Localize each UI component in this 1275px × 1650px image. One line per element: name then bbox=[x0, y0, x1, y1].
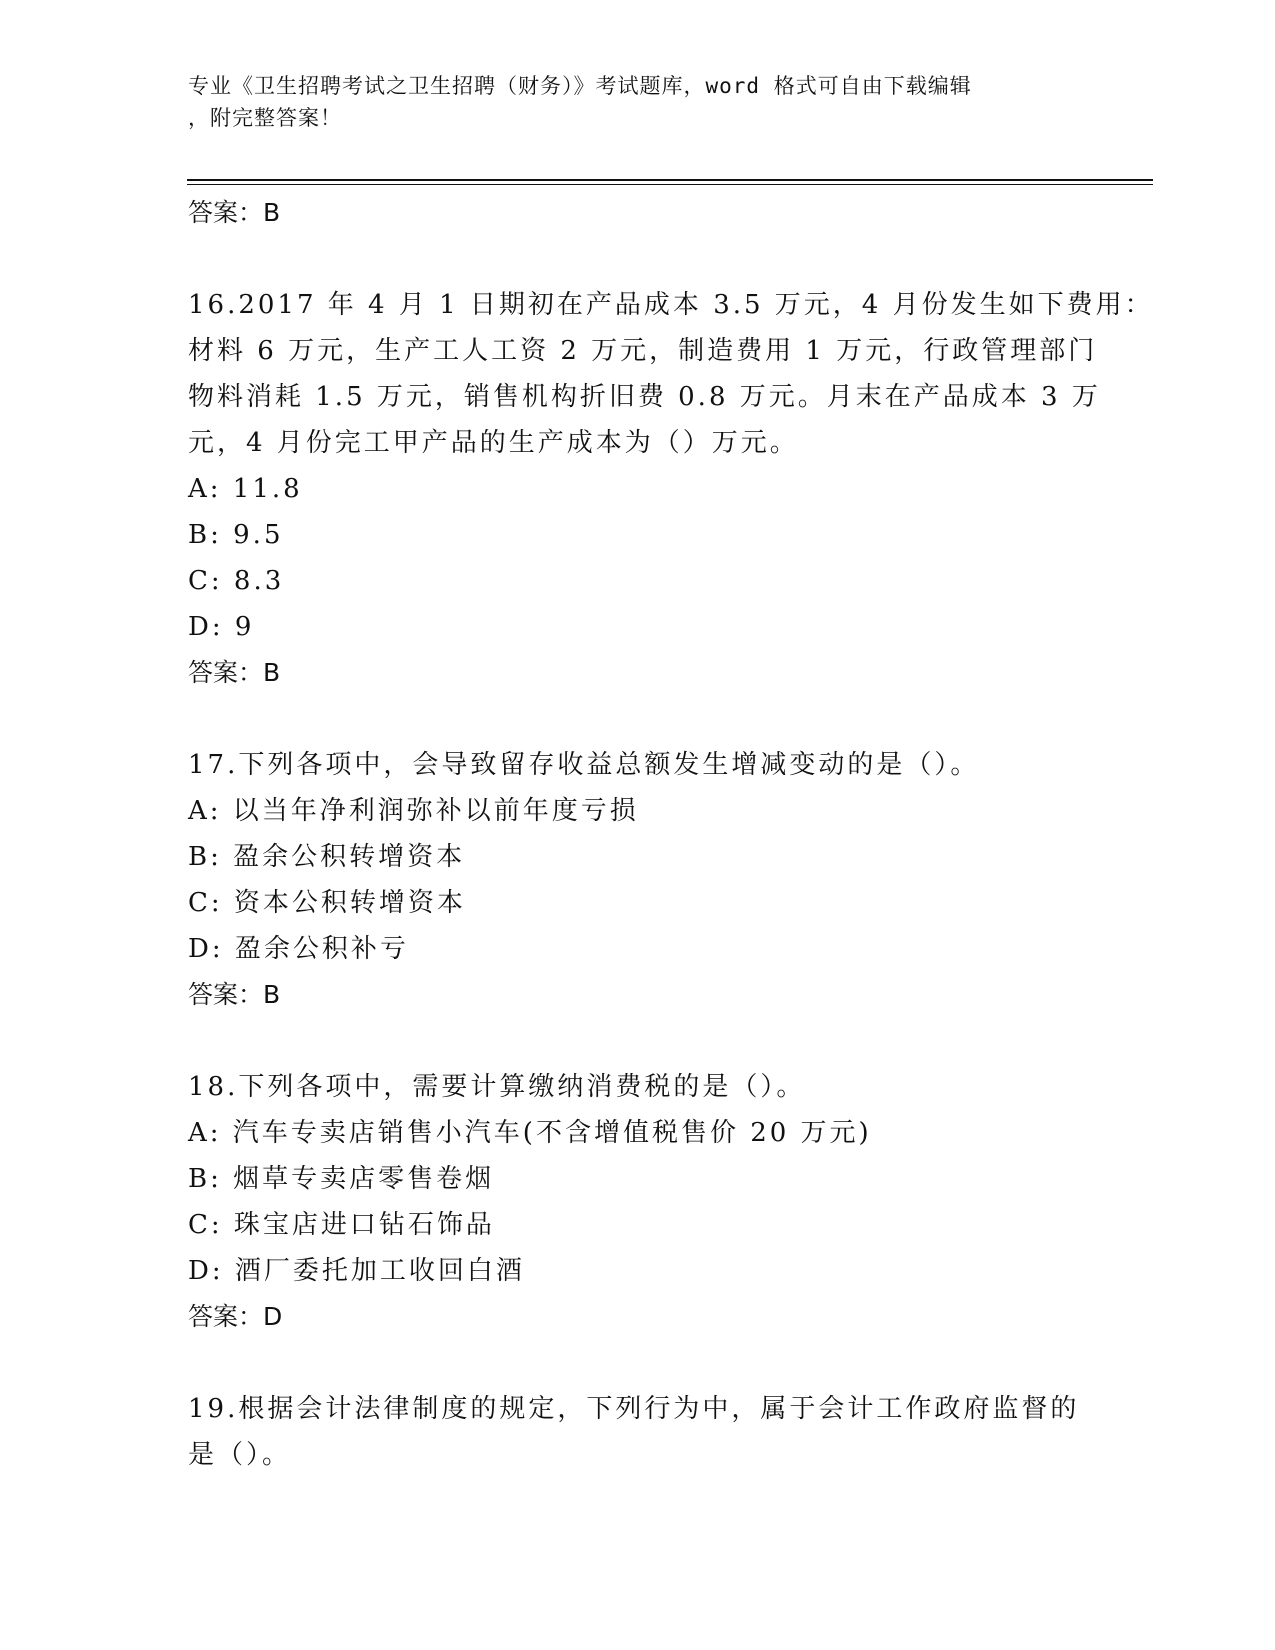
header-line-1: 专业《卫生招聘考试之卫生招聘（财务）》考试题库，word 格式可自由下载编辑 bbox=[188, 74, 972, 98]
answer-line: 答案：D bbox=[188, 1302, 283, 1331]
answer-line: 答案：B bbox=[188, 658, 281, 687]
spacer bbox=[188, 1340, 1088, 1386]
header-line-2: ，附完整答案！ bbox=[188, 106, 342, 130]
option-b: B: 烟草专卖店零售卷烟 bbox=[188, 1164, 495, 1194]
option-b: B: 盈余公积转增资本 bbox=[188, 842, 466, 872]
option-d: D: 盈余公积补亏 bbox=[188, 934, 409, 964]
question-text-line: 是（）。 bbox=[188, 1440, 292, 1470]
option-d: D: 酒厂委托加工收回白酒 bbox=[188, 1256, 525, 1286]
question-text-line: 物料消耗 1.5 万元，销售机构折旧费 0.8 万元。月末在产品成本 3 万 bbox=[188, 382, 1101, 412]
answer-line: 答案：B bbox=[188, 980, 281, 1009]
spacer bbox=[188, 696, 1088, 742]
question-17 bbox=[188, 742, 1088, 1018]
question-18 bbox=[188, 1064, 1088, 1340]
option-c: C: 资本公积转增资本 bbox=[188, 888, 466, 918]
question-text-line: 16.2017 年 4 月 1 日期初在产品成本 3.5 万元，4 月份发生如下费用： bbox=[188, 290, 1154, 320]
question-text-line: 19.根据会计法律制度的规定，下列行为中，属于会计工作政府监督的 bbox=[188, 1394, 1080, 1424]
question-text-line: 材料 6 万元，生产工人工资 2 万元，制造费用 1 万元，行政管理部门 bbox=[188, 336, 1098, 366]
question-19 bbox=[188, 1386, 1088, 1478]
spacer bbox=[188, 1018, 1088, 1064]
answer-line: 答案：B bbox=[188, 198, 281, 227]
option-c: C: 8.3 bbox=[188, 566, 285, 596]
option-c: C: 珠宝店进口钻石饰品 bbox=[188, 1210, 495, 1240]
option-b: B: 9.5 bbox=[188, 520, 284, 550]
option-a: A: 11.8 bbox=[188, 474, 303, 504]
option-a: A: 汽车专卖店销售小汽车(不含增值税售价 20 万元) bbox=[188, 1118, 872, 1148]
question-content bbox=[188, 190, 1154, 1478]
document-header bbox=[188, 70, 1068, 134]
question-text-line: 元，4 月份完工甲产品的生产成本为（）万元。 bbox=[188, 428, 799, 458]
question-text-line: 18.下列各项中，需要计算缴纳消费税的是（）。 bbox=[188, 1072, 806, 1102]
option-a: A: 以当年净利润弥补以前年度亏损 bbox=[188, 796, 639, 826]
question-16 bbox=[188, 282, 1154, 696]
option-d: D: 9 bbox=[188, 612, 255, 642]
header-rule-thick bbox=[187, 179, 1153, 181]
spacer bbox=[188, 236, 1088, 282]
question-text-line: 17.下列各项中，会导致留存收益总额发生增减变动的是（）。 bbox=[188, 750, 980, 780]
header-rule-thin bbox=[187, 184, 1153, 185]
